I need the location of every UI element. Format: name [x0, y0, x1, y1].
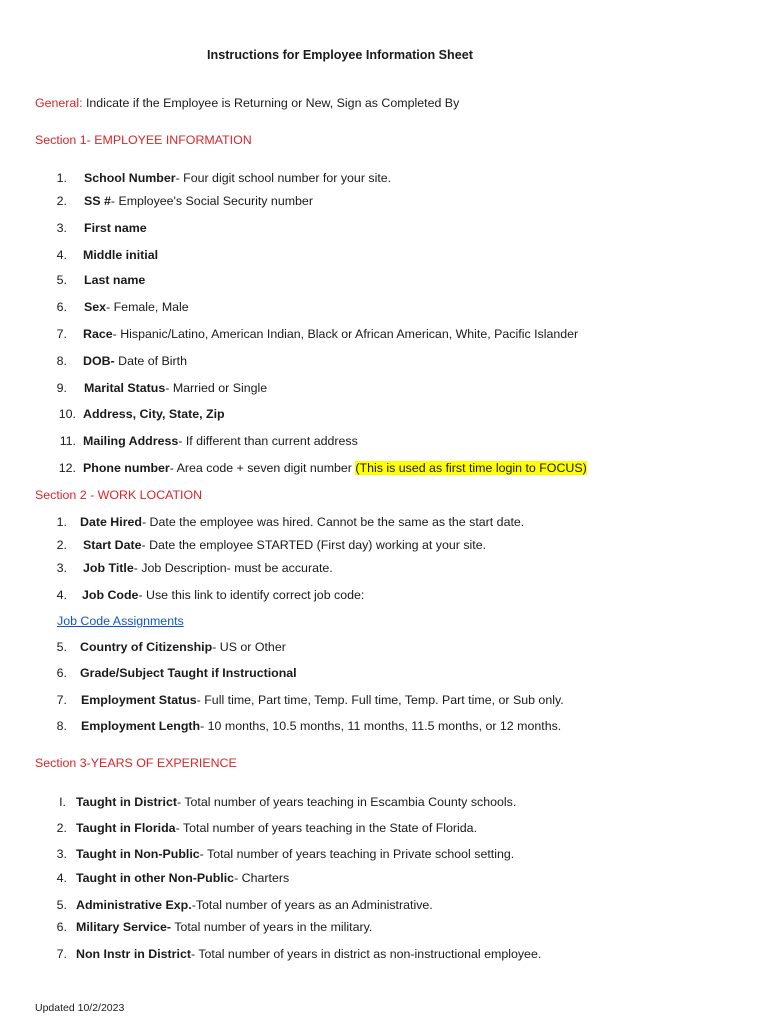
item-text: Non Instr in District- Total number of years in district as non-instructional employee. [76, 947, 542, 961]
item-text: Start Date- Date the employee STARTED (First day) working at your site. [83, 538, 487, 552]
item-text: Marital Status- Married or Single [84, 381, 268, 395]
item-text: Military Service- Total number of years in the military. [76, 920, 373, 934]
item-number: 1. [56, 171, 67, 185]
item-text: Mailing Address- If different than current address [83, 434, 358, 448]
item-text: Middle initial [83, 248, 159, 262]
item-text: Address, City, State, Zip [83, 407, 225, 421]
item-number: 8. [56, 354, 67, 368]
item-text: Race- Hispanic/Latino, American Indian, Black or African American, White, Pacific Islander [83, 327, 579, 341]
item-number: 3. [56, 221, 67, 235]
item-text: Country of Citizenship- US or Other [80, 640, 286, 654]
item-number: 2. [56, 821, 67, 835]
item-text: Job Title- Job Description- must be accurate. [83, 561, 333, 575]
item-number: 9. [56, 381, 67, 395]
item-text: Taught in Non-Public- Total number of years teaching in Private school setting. [76, 847, 515, 861]
item-text: School Number- Four digit school number for your site. [84, 171, 392, 185]
item-text: Job Code- Use this link to identify correct job code: [82, 588, 365, 602]
item-number: 6. [56, 666, 67, 680]
item-text: DOB- Date of Birth [83, 354, 187, 368]
item-number: I. [59, 795, 66, 809]
general-instruction [35, 96, 459, 110]
item-number: 7. [56, 327, 67, 341]
item-number: 6. [56, 300, 67, 314]
item-number: 5. [56, 273, 67, 287]
item-text: SS #- Employee's Social Security number [84, 194, 313, 208]
item-text: Grade/Subject Taught if Instructional [80, 666, 297, 680]
job-code-assignments-link[interactable]: Job Code Assignments [57, 614, 184, 628]
item-text: Date Hired- Date the employee was hired. Cannot be the same as the start date. [80, 515, 525, 529]
item-number: 10. [58, 407, 76, 421]
item-number: 8. [56, 719, 67, 733]
item-number: 7. [56, 693, 67, 707]
item-number: 5. [56, 640, 67, 654]
item-text: Employment Length- 10 months, 10.5 months, 11 months, 11.5 months, or 12 months. [81, 719, 562, 733]
item-number: 1. [56, 515, 67, 529]
updated-date: Updated 10/2/2023 [35, 1002, 125, 1014]
item-text: Taught in District- Total number of years teaching in Escambia County schools. [76, 795, 517, 809]
item-number: 3. [56, 847, 67, 861]
section2-heading: Section 2 - WORK LOCATION [35, 488, 203, 502]
section1-heading: Section 1- EMPLOYEE INFORMATION [35, 133, 252, 147]
item-number: 3. [56, 561, 67, 575]
item-text: Sex- Female, Male [84, 300, 189, 314]
item-number: 6. [56, 920, 67, 934]
item-number: 2. [56, 538, 67, 552]
item-text: First name [84, 221, 147, 235]
item-text: Employment Status- Full time, Part time, Temp. Full time, Temp. Part time, or Sub only. [81, 693, 564, 707]
highlighted-note: (This is used as first time login to FOCUS) [355, 461, 587, 475]
item-number: 11. [59, 434, 76, 448]
general-label: General: [35, 96, 83, 110]
page-title: Instructions for Employee Information Sheet [207, 48, 473, 62]
item-number: 4. [56, 248, 67, 262]
item-text: Administrative Exp.-Total number of years as an Administrative. [76, 898, 433, 912]
item-text: Phone number- Area code + seven digit number (This is used as first time login to FOCUS) [83, 461, 587, 475]
item-number: 4. [56, 871, 67, 885]
item-text: Taught in other Non-Public- Charters [76, 871, 290, 885]
item-number: 2. [56, 194, 67, 208]
item-number: 5. [56, 898, 67, 912]
section3-heading: Section 3-YEARS OF EXPERIENCE [35, 756, 237, 770]
general-text: Indicate if the Employee is Returning or New, Sign as Completed By [82, 96, 460, 110]
item-number: 4. [56, 588, 67, 602]
item-text: Taught in Florida- Total number of years teaching in the State of Florida. [76, 821, 478, 835]
item-number: 7. [56, 947, 67, 961]
item-number: 12. [58, 461, 76, 475]
item-text: Last name [84, 273, 146, 287]
